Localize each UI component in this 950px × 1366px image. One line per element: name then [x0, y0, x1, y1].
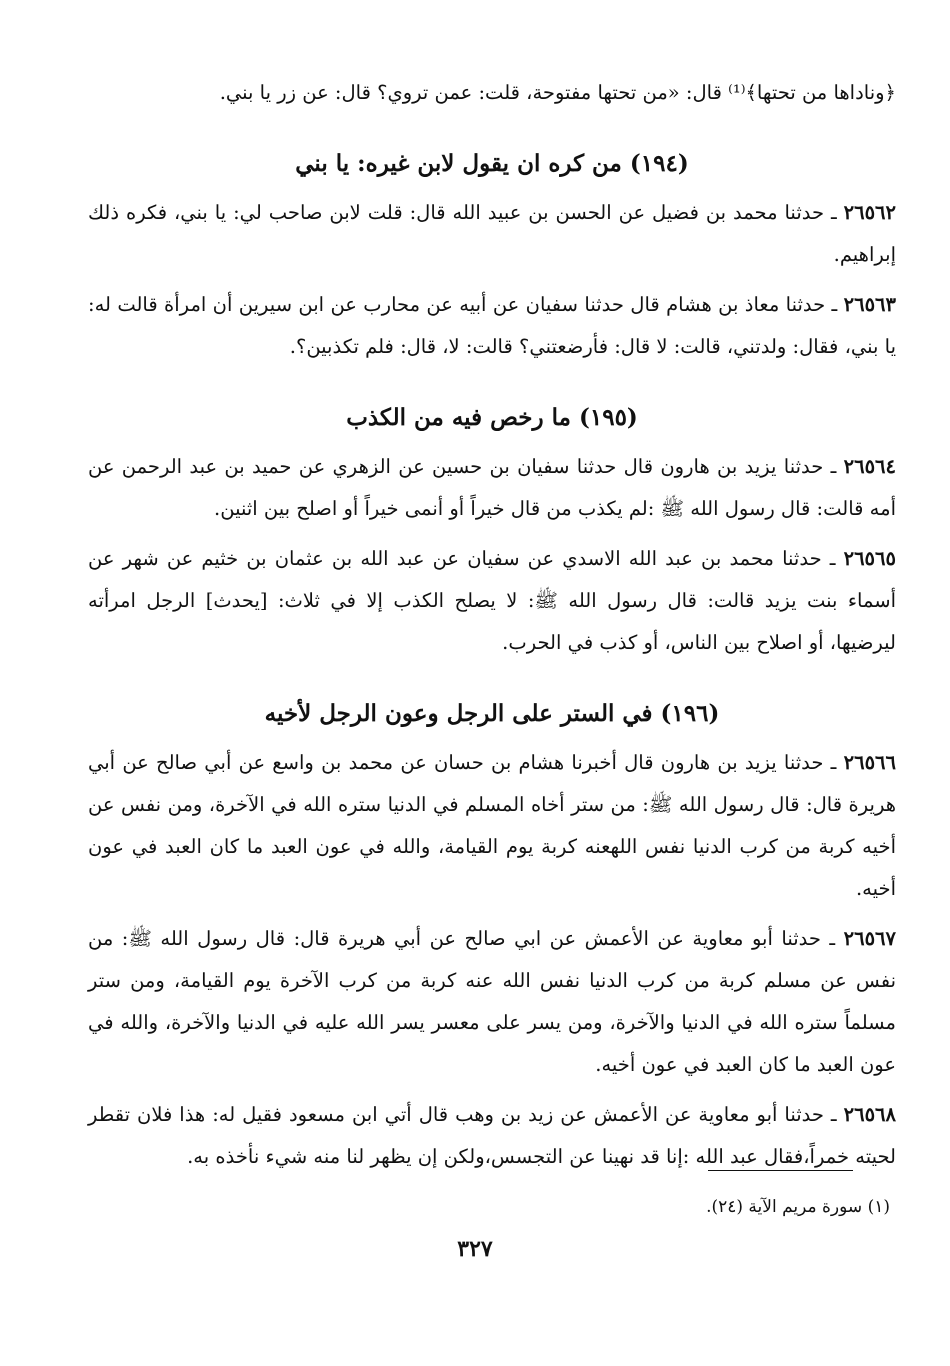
hadith-entry [88, 918, 896, 1086]
hadith-text: ـ حدثنا محمد بن فضيل عن الحسن بن عبيد الله قال: قلت لابن صاحب لي: يا بني، فكره ذلك إبراهيم. [88, 201, 896, 266]
footnote-divider [708, 1170, 853, 1171]
hadith-number: ٢٦٥٦٦ [843, 751, 896, 774]
hadith-entry [88, 1094, 896, 1178]
hadith-number: ٢٦٥٦٤ [843, 455, 896, 478]
hadith-number: ٢٦٥٦٧ [843, 927, 897, 950]
section-195 [88, 396, 896, 664]
hadith-entry [88, 284, 896, 368]
hadith-text: ـ حدثنا يزيد بن هارون قال أخبرنا هشام بن حسان عن محمد بن واسع عن أبي صالح عن أبي هريرة قال: قال رسول الله ﷺ: من ستر أخاه المسلم في الدنيا ستره الله في الآخرة، ومن نفس عن أخيه كربة من كرب الدنيا نفس اللهعنه كربة يوم القيامة، والله في عون العبد ما كان العبد في عون أخيه. [88, 751, 896, 900]
page-body [88, 72, 896, 1186]
section-196 [88, 692, 896, 1178]
hadith-number: ٢٦٥٦٢ [843, 201, 896, 224]
hadith-entry [88, 538, 896, 664]
section-194 [88, 142, 896, 368]
page-number: ٣٢٧ [457, 1236, 493, 1262]
chapter-heading: (١٩٥) ما رخص فيه من الكذب [346, 404, 638, 431]
hadith-text: ـ حدثنا محمد بن عبد الله الاسدي عن سفيان عن عبد الله بن عثمان بن خثيم عن شهر عن أسماء بنت يزيد قالت: قال رسول الله ﷺ: لا يصلح الكذب إلا في ثلاث: [يحدث] الرجل امرأته ليرضيها، أو اصلاح بين الناس، أو كذب في الحرب. [88, 547, 896, 654]
hadith-entry [88, 192, 896, 276]
hadith-text: ـ حدثنا يزيد بن هارون قال حدثنا سفيان بن حسين عن الزهري عن حميد بن عبد الرحمن عن أمه قالت: قال رسول الله ﷺ :لم يكذب من قال خيراً أو أنمى خيراً أو اصلح بين اثنين. [88, 455, 896, 520]
hadith-text: ـ حدثنا أبو معاوية عن الأعمش عن ابي صالح عن أبي هريرة قال: قال رسول الله ﷺ: من نفس عن مسلم كربة من كرب الدنيا نفس الله عنه كربة من كرب الآخرة يوم القيامة، ومن ستر مسلماً ستره الله في الدنيا والآخرة، ومن يسر على معسر يسر الله عليه في الدنيا والآخرة، والله في عون العبد ما كان العبد في عون أخيه. [88, 927, 896, 1076]
chapter-heading: (١٩٦) في الستر على الرجل وعون الرجل لأخيه [264, 700, 720, 727]
footnote: (١) سورة مريم الآية (٢٤). [706, 1197, 890, 1217]
chapter-heading: (١٩٤) من كره ان يقول لابن غيره: يا بني [295, 150, 689, 177]
hadith-entry [88, 446, 896, 530]
hadith-text: ـ حدثنا أبو معاوية عن الأعمش عن زيد بن وهب قال أتي ابن مسعود فقيل له: هذا فلان تقطر لحيته خمراً،فقال عبد الله :إنا قد نهينا عن التجسس،ولكن إن يظهر لنا منه شيء نأخذه به. [88, 1103, 896, 1168]
hadith-text: ـ حدثنا معاذ بن هشام قال حدثنا سفيان عن أبيه عن محارب عن ابن سيرين أن امرأة قالت له: يا بني، فقال: ولدتني، قالت: لا قال: فأرضعتني؟ قالت: لا، قال: فلم تكذبين؟. [88, 293, 896, 358]
hadith-number: ٢٦٥٦٨ [843, 1103, 896, 1126]
hadith-entry [88, 742, 896, 910]
hadith-number: ٢٦٥٦٥ [843, 547, 896, 570]
hadith-number: ٢٦٥٦٣ [843, 293, 897, 316]
continuation-line: ﴿وناداها من تحتها﴾⁽¹⁾ قال: «من تحتها مفتوحة، قلت: عمن تروي؟ قال: عن زر يا بني. [219, 81, 896, 104]
